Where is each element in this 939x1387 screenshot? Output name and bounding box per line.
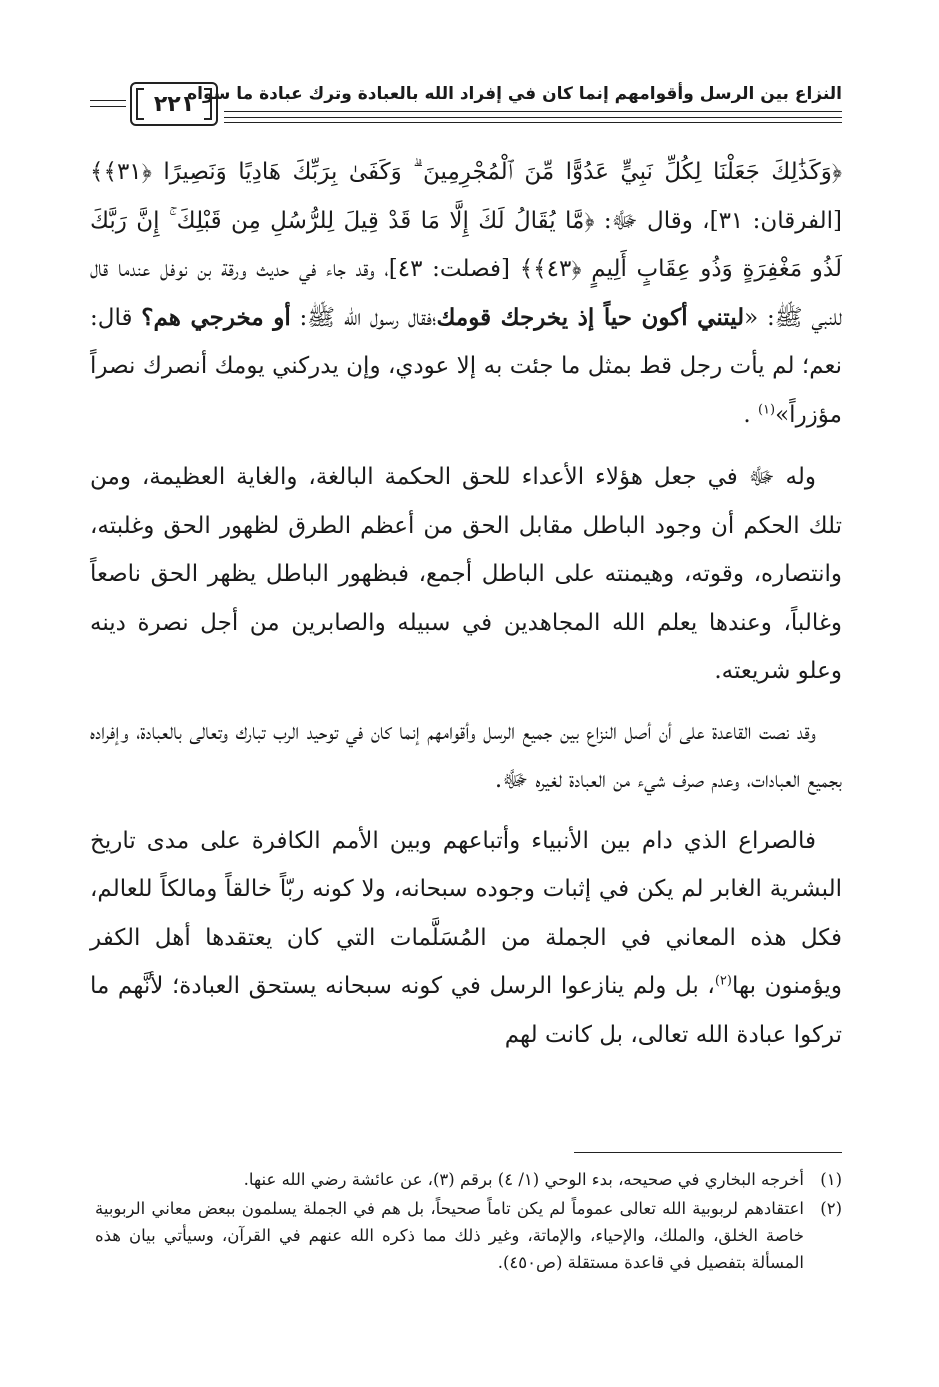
footnote-separator (574, 1152, 842, 1153)
page-number-rule (90, 100, 126, 101)
footnotes (95, 1166, 842, 1278)
paragraph-1 (90, 148, 842, 439)
page-number: ٢٢١ (130, 82, 218, 126)
paragraph-text: وقد نصت القاعدة على أن أصل النزاع بين جميع الرسل وأقوامهم إنما كان في توحيد الرب تبارك وتعالى بالعبادة، وإفراده بجميع العبادات، وعدم صرف شيء من العبادة لغيره ﷻ. (90, 718, 842, 793)
footnote-text: أخرجه البخاري في صحيحه، بدء الوحي (١/ ٤) برقم (٣)، عن عائشة رضي الله عنها. (243, 1170, 804, 1189)
running-header (90, 78, 842, 130)
paragraph-4 (90, 817, 842, 1060)
header-rule (224, 122, 842, 123)
running-header-title: النزاع بين الرسل وأقوامهم إنما كان في إفراد الله بالعبادة وترك عبادة ما سواه (187, 84, 842, 104)
hadith-quote-bold: أو مخرجي هم؟ (141, 303, 291, 331)
header-rule (224, 117, 842, 118)
page-number-rule (90, 106, 126, 107)
verse-reference: [الفرقان: ٣١]، وقال ﷻ: (594, 207, 842, 234)
paragraph-tail: . (743, 401, 758, 428)
footnote-2 (95, 1195, 842, 1276)
hadith-text: قال: نعم؛ لم يأت رجل قط بمثل ما جئت به إلا عودي، وإن يدركني يومك أنصرك نصراً مؤزراً» (90, 304, 842, 428)
quran-verse: ﴿وَكَذَٰلِكَ جَعَلْنَا لِكُلِّ نَبِيٍّ عَدُوًّا مِّنَ ٱلْمُجْرِمِينَ ۗ وَكَفَىٰ بِرَبِّكَ هَادِيًا وَنَصِيرًا ﴿٣١﴾﴾ (90, 159, 842, 185)
footnote-marker[interactable]: (٢) (714, 973, 732, 989)
footnote-text: اعتقادهم لربوبية الله تعالى عموماً لم يكن تاماً صحيحاً، بل هم في الجملة يسلمون ببعض معاني الربوبية خاصة الخلق، والملك، والإحياء، والإماتة، وغير ذلك مما ذكره الله عنهم في القرآن، وسيأتي بيان هذه المسألة بتفصيل في قاعدة مستقلة (ص٤٥٠). (95, 1199, 804, 1272)
hadith-quote-bold: ليتني أكون حياً إذ يخرجك قومك (436, 303, 745, 331)
paragraph-text: ، بل ولم ينازعوا الرسل في كونه سبحانه يستحق العبادة؛ لأنَّهم ما تركوا عبادة الله تعالى، بل كانت لهم (90, 973, 842, 1048)
paragraph-3 (90, 708, 842, 805)
header-rule (224, 111, 842, 112)
main-text (90, 148, 842, 1071)
paragraph-text: فالصراع الذي دام بين الأنبياء وأتباعهم وبين الأمم الكافرة على مدى تاريخ البشرية الغابر لم يكن في إثبات وجوده سبحانه، ولا كونه ربّاً خالقاً ومالكاً للعالم، فكل هذه المعاني في الجملة من المُسَلَّمات التي كان يعتقدها أهل الكفر ويؤمنون بها (90, 827, 842, 999)
footnote-number: (١) (820, 1170, 842, 1189)
footnote-1 (95, 1166, 842, 1193)
paragraph-2 (90, 453, 842, 696)
quran-verse: ﴿مَّا يُقَالُ لَكَ إِلَّا مَا قَدْ قِيلَ لِلرُّسُلِ مِن قَبْلِكَ ۚ إِنَّ رَبَّكَ لَذُو مَغْفِرَةٍ وَذُو عِقَابٍ أَلِيمٍ ﴿٤٣﴾﴾ (90, 207, 842, 282)
footnote-number: (٢) (820, 1199, 842, 1218)
hadith-intro: [فصلت: ٤٣]، وقد جاء في حديث ورقة بن نوفل عندما قال للنبي ﷺ: « (90, 256, 843, 331)
paragraph-text: وله ﷻ في جعل هؤلاء الأعداء للحق الحكمة البالغة، والغاية العظيمة، ومن تلك الحكم أن وجود الباطل مقابل الحق من أعظم الطرق لظهور الحق وغلبته، وانتصاره، وقوته، وهيمنته على الباطل أجمع، فبظهور الباطل يظهر الحق ناصعاً وغالباً، وعندها يعلم الله المجاهدين في سبيله والصابرين من أجل نصرة دينه وعلو شريعته. (90, 464, 842, 684)
hadith-text: ؛فقال رسول الله ﷺ: (290, 304, 437, 331)
footnote-marker[interactable]: (١) (757, 401, 776, 417)
